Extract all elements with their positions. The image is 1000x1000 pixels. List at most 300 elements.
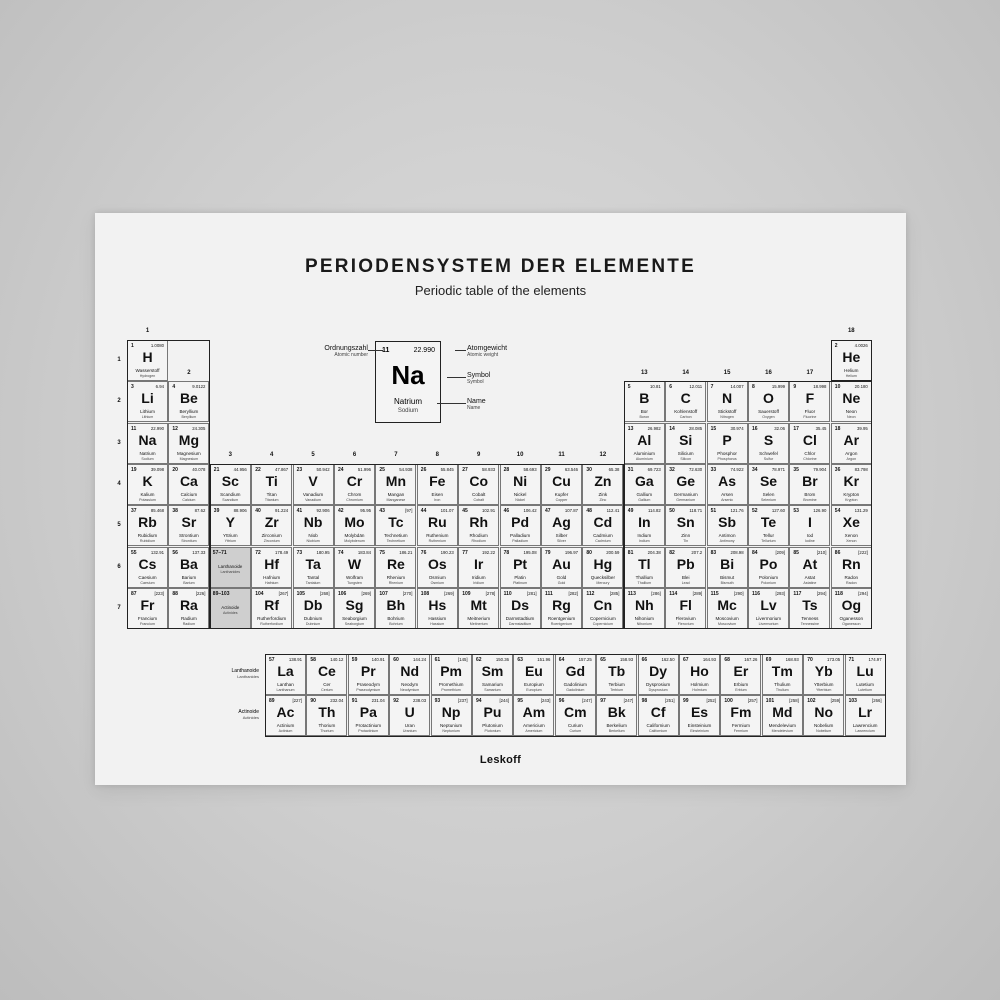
element-mass: 174.97	[868, 657, 882, 662]
element-name-en: Plutonium	[484, 729, 501, 734]
element-cell-rg	[541, 588, 582, 629]
element-symbol: Tb	[608, 663, 626, 679]
element-cell-ga	[624, 464, 665, 505]
element-symbol: Ra	[179, 596, 198, 613]
element-name-en: Krypton	[845, 497, 858, 502]
element-cell-th	[306, 695, 347, 736]
element-cell-li	[127, 381, 168, 422]
element-name-de: Silber	[555, 533, 568, 539]
group-label: 18	[847, 328, 855, 334]
element-mass: 140.12	[330, 657, 344, 662]
element-cell-b	[624, 381, 665, 422]
element-name-en: Mercury	[596, 580, 610, 585]
element-name-en: Cadmium	[595, 539, 611, 544]
legend-name-en: Sodium	[397, 408, 419, 414]
element-name-en: Chlorine	[803, 456, 817, 461]
element-number: 114	[669, 590, 678, 597]
element-name-de: Krypton	[843, 491, 860, 497]
page-title: PERIODENSYSTEM DER ELEMENTE	[305, 256, 696, 277]
element-name-de: Palladium	[510, 533, 531, 539]
element-name-en: Europium	[526, 688, 542, 692]
element-cell-yb	[803, 654, 844, 695]
element-name-en: Mendelevium	[771, 729, 793, 734]
element-mass: 127.60	[771, 508, 785, 514]
element-number: 52	[752, 508, 758, 515]
element-number: 62	[476, 657, 482, 663]
legend-symbol: Na	[391, 360, 425, 390]
element-number: 82	[669, 549, 675, 556]
element-number: 17	[793, 425, 799, 432]
element-name-de: Gold	[556, 574, 567, 580]
element-name-de: Germanium	[673, 491, 698, 497]
element-mass: [294]	[816, 590, 827, 596]
element-name-en: Lutetium	[858, 688, 872, 692]
element-name-de: Schwefel	[759, 450, 778, 456]
element-mass: [210]	[816, 549, 827, 555]
element-cell-cr	[334, 464, 375, 505]
element-name-de: Tellur	[763, 533, 774, 539]
element-cell-ni	[500, 464, 541, 505]
element-number: 70	[807, 657, 813, 663]
element-cell-y	[210, 505, 251, 546]
element-name-de: Helium	[844, 368, 859, 373]
element-name-en: Thallium	[637, 580, 652, 585]
element-number: 5	[627, 384, 631, 391]
group-label: 1	[145, 328, 150, 334]
element-name-de: Actinium	[276, 723, 295, 729]
element-cell-pr	[348, 654, 389, 695]
element-name-de: Eisen	[431, 491, 444, 497]
element-mass: 164.93	[702, 657, 716, 662]
series-label-en: Lanthanides	[237, 674, 259, 679]
element-cell-as	[707, 464, 748, 505]
element-name-en: Protactinium	[358, 729, 379, 734]
element-symbol: Lv	[760, 596, 777, 613]
element-number: 9	[793, 384, 797, 391]
element-cell-br	[789, 464, 830, 505]
element-symbol: Ts	[802, 596, 818, 613]
element-symbol: Ar	[843, 431, 860, 448]
element-mass: 183.84	[357, 549, 371, 555]
element-symbol: Eu	[524, 663, 543, 679]
element-name-en: Niobium	[306, 539, 320, 544]
element-number: 80	[586, 549, 592, 556]
element-mass: [258]	[789, 698, 799, 704]
element-mass: 162.50	[661, 657, 675, 662]
element-number: 97	[600, 698, 606, 705]
element-name-en: Meitnerium	[469, 621, 488, 626]
element-name-de: Barium	[181, 574, 197, 580]
element-number: 36	[834, 466, 841, 473]
element-symbol: Li	[141, 390, 154, 407]
element-name-en: Fluorine	[803, 415, 817, 420]
element-mass: [278]	[485, 590, 496, 596]
element-name-en: Arsenic	[721, 497, 734, 502]
element-symbol: Pr	[360, 663, 376, 679]
element-name-en: Potassium	[139, 497, 156, 502]
element-name-en: Strontium	[181, 539, 197, 544]
element-mass: 151.96	[537, 657, 551, 662]
element-name-en: Actinium	[278, 729, 293, 734]
element-name-de: Californium	[646, 723, 670, 729]
element-cell-au	[541, 547, 582, 588]
group-label: 13	[640, 370, 648, 376]
group-label: 9	[477, 452, 481, 458]
element-name-en: Ruthenium	[428, 539, 446, 544]
element-number: 35	[793, 466, 799, 473]
element-cell-no	[803, 695, 844, 736]
element-symbol: F	[805, 390, 815, 407]
element-mass: 79.904	[813, 466, 827, 472]
element-name-en: Polonium	[761, 580, 776, 585]
element-number: 92	[393, 698, 399, 705]
element-number: 55	[131, 549, 137, 556]
element-mass: 192.22	[482, 549, 496, 555]
group-label: 4	[270, 452, 274, 458]
element-mass: 196.97	[564, 549, 578, 555]
element-symbol: Fe	[429, 472, 446, 489]
element-symbol: Bk	[607, 704, 626, 721]
element-name-de: Tenness	[801, 615, 819, 621]
element-number: 56	[172, 549, 178, 556]
callout-name-en: Name	[467, 405, 481, 411]
element-name-en: Magnesium	[179, 456, 199, 461]
element-name-de: Molybdän	[344, 533, 365, 539]
element-number: 68	[724, 657, 730, 663]
element-name-en: Lanthanum	[276, 688, 295, 692]
element-cell-k	[127, 464, 168, 505]
element-name-en: Neodymium	[400, 688, 420, 692]
element-name-de: Americium	[523, 723, 545, 729]
element-symbol: Cl	[802, 431, 817, 448]
element-cell-ce	[306, 654, 347, 695]
element-number: 2	[834, 343, 838, 349]
element-name-de: Iridium	[471, 574, 486, 580]
element-mass: 87.62	[194, 508, 206, 514]
element-mass: 58.693	[523, 466, 537, 472]
element-symbol: Ir	[474, 555, 484, 572]
element-name-de: Kupfer	[554, 491, 569, 497]
element-mass: [289]	[692, 590, 703, 596]
element-mass: [294]	[858, 590, 868, 596]
element-mass: 190.23	[440, 549, 454, 555]
element-symbol: Ga	[634, 472, 654, 489]
element-number: 95	[517, 698, 523, 705]
element-number: 13	[627, 425, 634, 432]
element-symbol: S	[763, 431, 774, 448]
element-number: 60	[393, 657, 399, 663]
element-cell-ne	[831, 381, 872, 422]
element-mass: 47.867	[275, 466, 289, 472]
element-cell-u	[389, 695, 430, 736]
callout-name-de: Name	[467, 398, 486, 405]
element-symbol: Gd	[565, 663, 586, 679]
element-symbol: Tm	[771, 663, 793, 679]
element-cell-db	[293, 588, 334, 629]
element-cell-te	[748, 505, 789, 546]
element-number: 103	[848, 698, 857, 705]
element-number: 61	[434, 657, 441, 663]
element-name-en: Astatine	[803, 580, 817, 585]
element-mass: [223]	[154, 590, 164, 596]
element-name-de: Phosphor	[717, 450, 737, 456]
element-name-de: Cer	[323, 682, 331, 687]
element-name-en: Bromine	[803, 497, 817, 502]
period-label: 5	[117, 522, 121, 529]
element-number: 74	[338, 549, 344, 556]
element-symbol: La	[277, 663, 294, 679]
element-number: 109	[462, 590, 471, 597]
element-cell-kr	[831, 464, 872, 505]
element-number: 100	[724, 698, 733, 705]
element-symbol: Cu	[552, 472, 571, 489]
element-symbol: Hs	[428, 596, 447, 613]
element-name-en: Caesium	[140, 580, 155, 585]
element-name-de: Lithium	[140, 409, 155, 415]
element-mass: 39.098	[150, 466, 164, 472]
element-symbol: Ge	[676, 472, 696, 489]
element-cell-tb	[596, 654, 637, 695]
element-number: 107	[379, 590, 388, 597]
element-name-de: Nickel	[513, 491, 527, 497]
element-name-de: Bismut	[720, 574, 735, 580]
element-name-de: Nihonium	[634, 615, 654, 621]
element-number: 59	[351, 657, 358, 663]
period-label: 1	[117, 357, 121, 363]
element-name-en: Germanium	[676, 497, 696, 502]
element-symbol: Re	[386, 555, 405, 572]
element-symbol: Kr	[843, 472, 860, 489]
element-name-de: Thallium	[635, 574, 653, 580]
element-number: 78	[503, 549, 510, 556]
element-cell-ho	[679, 654, 720, 695]
element-symbol: Am	[522, 704, 546, 721]
element-cell-si	[665, 423, 706, 464]
element-number: 11	[131, 425, 137, 432]
element-symbol: Es	[690, 704, 709, 721]
element-name-en: Promethium	[441, 688, 461, 692]
element-symbol: Be	[179, 390, 198, 407]
element-symbol: Sn	[676, 514, 695, 531]
element-name-de: Vanadium	[302, 491, 324, 497]
element-cell-og	[831, 588, 872, 629]
element-cell-sn	[665, 505, 706, 546]
period-label: 3	[117, 439, 121, 446]
element-number: 10	[834, 384, 841, 391]
element-number: 32	[669, 466, 675, 473]
element-name-en: Scandium	[222, 497, 239, 502]
element-name-de: Praseodym	[356, 682, 380, 687]
element-mass: 204.38	[647, 549, 661, 555]
element-symbol: Sm	[481, 663, 504, 679]
element-number: 14	[669, 425, 675, 432]
element-mass: 126.90	[813, 508, 827, 514]
element-mass: 88.906	[233, 508, 247, 514]
element-cell-mg	[168, 423, 209, 464]
element-name-de: Ytterbium	[813, 682, 834, 687]
element-name-en: Dysprosium	[648, 688, 668, 692]
element-name-en: Gallium	[638, 497, 651, 502]
element-name-en: Nobelium	[816, 729, 832, 734]
element-mass: [267]	[278, 590, 289, 596]
element-cell-rf	[251, 588, 292, 629]
element-name-de: Europium	[524, 682, 544, 687]
element-name-de: Xenon	[844, 533, 858, 539]
element-name-de: Bohrium	[387, 615, 405, 621]
element-name-en: Calcium	[182, 497, 196, 502]
group-label: 8	[435, 452, 439, 458]
element-symbol: Te	[760, 514, 777, 531]
element-name-de: Radium	[180, 615, 197, 621]
element-number: 45	[462, 508, 468, 515]
element-name-de: Osmium	[428, 574, 446, 580]
element-symbol: Cd	[593, 514, 613, 531]
element-symbol: Cn	[593, 596, 613, 613]
element-mass: 35.45	[815, 425, 827, 431]
element-number: 47	[545, 508, 551, 515]
element-cell-ba	[168, 547, 209, 588]
element-cell-in	[624, 505, 665, 546]
element-symbol: Er	[733, 663, 749, 679]
element-name-en: Aluminium	[635, 456, 653, 461]
element-number: 91	[351, 698, 358, 705]
element-symbol: Si	[679, 431, 693, 448]
element-name-en: Uranium	[402, 729, 417, 734]
element-number: 51	[710, 508, 717, 515]
element-mass: 15.999	[771, 384, 785, 390]
element-cell-cn	[582, 588, 623, 629]
element-name-de: Platin	[514, 574, 526, 580]
element-cell-dy	[638, 654, 679, 695]
element-mass: 9.0122	[192, 384, 206, 390]
element-cell-fe	[417, 464, 458, 505]
element-name-de: Meitnerium	[467, 615, 491, 621]
element-name-de: Copernicium	[589, 615, 616, 621]
element-symbol: Cm	[564, 704, 587, 721]
element-cell-pa	[348, 695, 389, 736]
element-symbol: Tc	[388, 514, 404, 531]
element-symbol: Al	[637, 431, 652, 448]
element-name-en: Lawrencium	[855, 729, 875, 734]
element-name-en: Thulium	[775, 688, 789, 692]
element-number: 34	[752, 466, 758, 473]
element-cell-s	[748, 423, 789, 464]
element-name-en: Oxygen	[762, 415, 775, 420]
element-name-en: Vanadium	[305, 497, 322, 502]
element-number: 73	[296, 549, 303, 556]
element-number: 28	[503, 466, 510, 473]
element-name-de: Seaborgium	[342, 615, 367, 621]
element-number: 72	[255, 549, 261, 556]
element-symbol: Ac	[276, 704, 295, 721]
element-symbol: N	[722, 390, 733, 407]
element-name-en: Samarium	[484, 688, 501, 692]
element-name-en: Tennessine	[800, 621, 819, 626]
element-mass: 54.938	[399, 466, 413, 472]
element-number: 105	[296, 590, 305, 597]
element-name-de: Roentgenium	[547, 615, 576, 621]
element-cell-al	[624, 423, 665, 464]
element-name-de: Quecksilber	[590, 574, 616, 580]
element-name-de: Radon	[844, 574, 859, 580]
element-mass: [281]	[527, 590, 537, 596]
element-name-en: Xenon	[846, 539, 857, 544]
element-cell-er	[720, 654, 761, 695]
element-number: 18	[834, 425, 841, 432]
element-number: 44	[420, 508, 427, 515]
element-number: 69	[765, 657, 772, 663]
element-mass: 55.845	[440, 466, 454, 472]
element-cell-fr	[127, 588, 168, 629]
element-name-de: Livermorium	[755, 615, 782, 621]
callout-atomic-number-de: Ordnungszahl	[324, 345, 368, 352]
element-name-de: Stickstoff	[717, 409, 737, 415]
element-mass: 50.942	[316, 466, 330, 472]
group-label: 12	[599, 452, 607, 458]
element-number: 79	[545, 549, 551, 556]
element-name-de: Lutetium	[856, 682, 874, 687]
element-number: 1	[131, 343, 134, 349]
element-number: 23	[296, 466, 303, 473]
element-name-de: Calcium	[180, 491, 198, 497]
element-symbol: Mn	[385, 472, 406, 489]
element-name-en: Hassium	[430, 621, 445, 626]
element-mass: 91.224	[275, 508, 289, 514]
element-name-en: Silver	[557, 539, 566, 544]
element-cell-at	[789, 547, 830, 588]
element-name-de: Ruthenium	[426, 533, 449, 539]
element-cell-he	[831, 340, 872, 381]
element-number: 102	[807, 698, 816, 705]
element-symbol: Hg	[593, 555, 613, 572]
element-symbol: Na	[138, 431, 157, 448]
element-name-de: Curium	[567, 723, 583, 729]
element-name-de: Niob	[308, 533, 318, 539]
element-mass: 6.94	[155, 384, 164, 390]
element-number: 104	[255, 590, 264, 597]
element-symbol: Pu	[483, 704, 502, 721]
element-mass: 158.93	[620, 657, 634, 662]
element-mass: 78.971	[771, 466, 785, 472]
element-mass: [259]	[830, 698, 841, 704]
element-name-en: Seaborgium	[344, 621, 365, 626]
element-number: 85	[793, 549, 799, 556]
element-cell-np	[431, 695, 472, 736]
placeholder-range: 89–103	[212, 590, 230, 597]
element-name-en: Francium	[140, 621, 155, 626]
brand-logo: Leskoff	[479, 754, 522, 766]
element-name-en: Californium	[649, 729, 668, 734]
element-mass: 92.906	[316, 508, 330, 514]
element-name-de: Yttrium	[223, 533, 238, 539]
element-name-en: Radon	[846, 580, 857, 585]
element-name-de: Selen	[762, 491, 775, 497]
placeholder-cell-lanthanides	[210, 547, 251, 588]
placeholder-name-de: Actinoide	[221, 604, 240, 610]
element-cell-cs	[127, 547, 168, 588]
element-name-de: Titan	[266, 491, 277, 497]
element-mass: 10.81	[650, 384, 661, 390]
element-name-en: Boron	[639, 415, 650, 420]
element-mass: 231.04	[371, 698, 385, 704]
element-symbol: Ti	[265, 472, 278, 489]
element-name-en: Chromium	[346, 497, 363, 502]
element-mass: 65.38	[608, 466, 620, 472]
element-cell-la	[265, 654, 306, 695]
element-name-en: Gold	[557, 580, 566, 585]
element-mass: 118.71	[689, 508, 703, 514]
element-mass: 83.798	[854, 466, 868, 472]
